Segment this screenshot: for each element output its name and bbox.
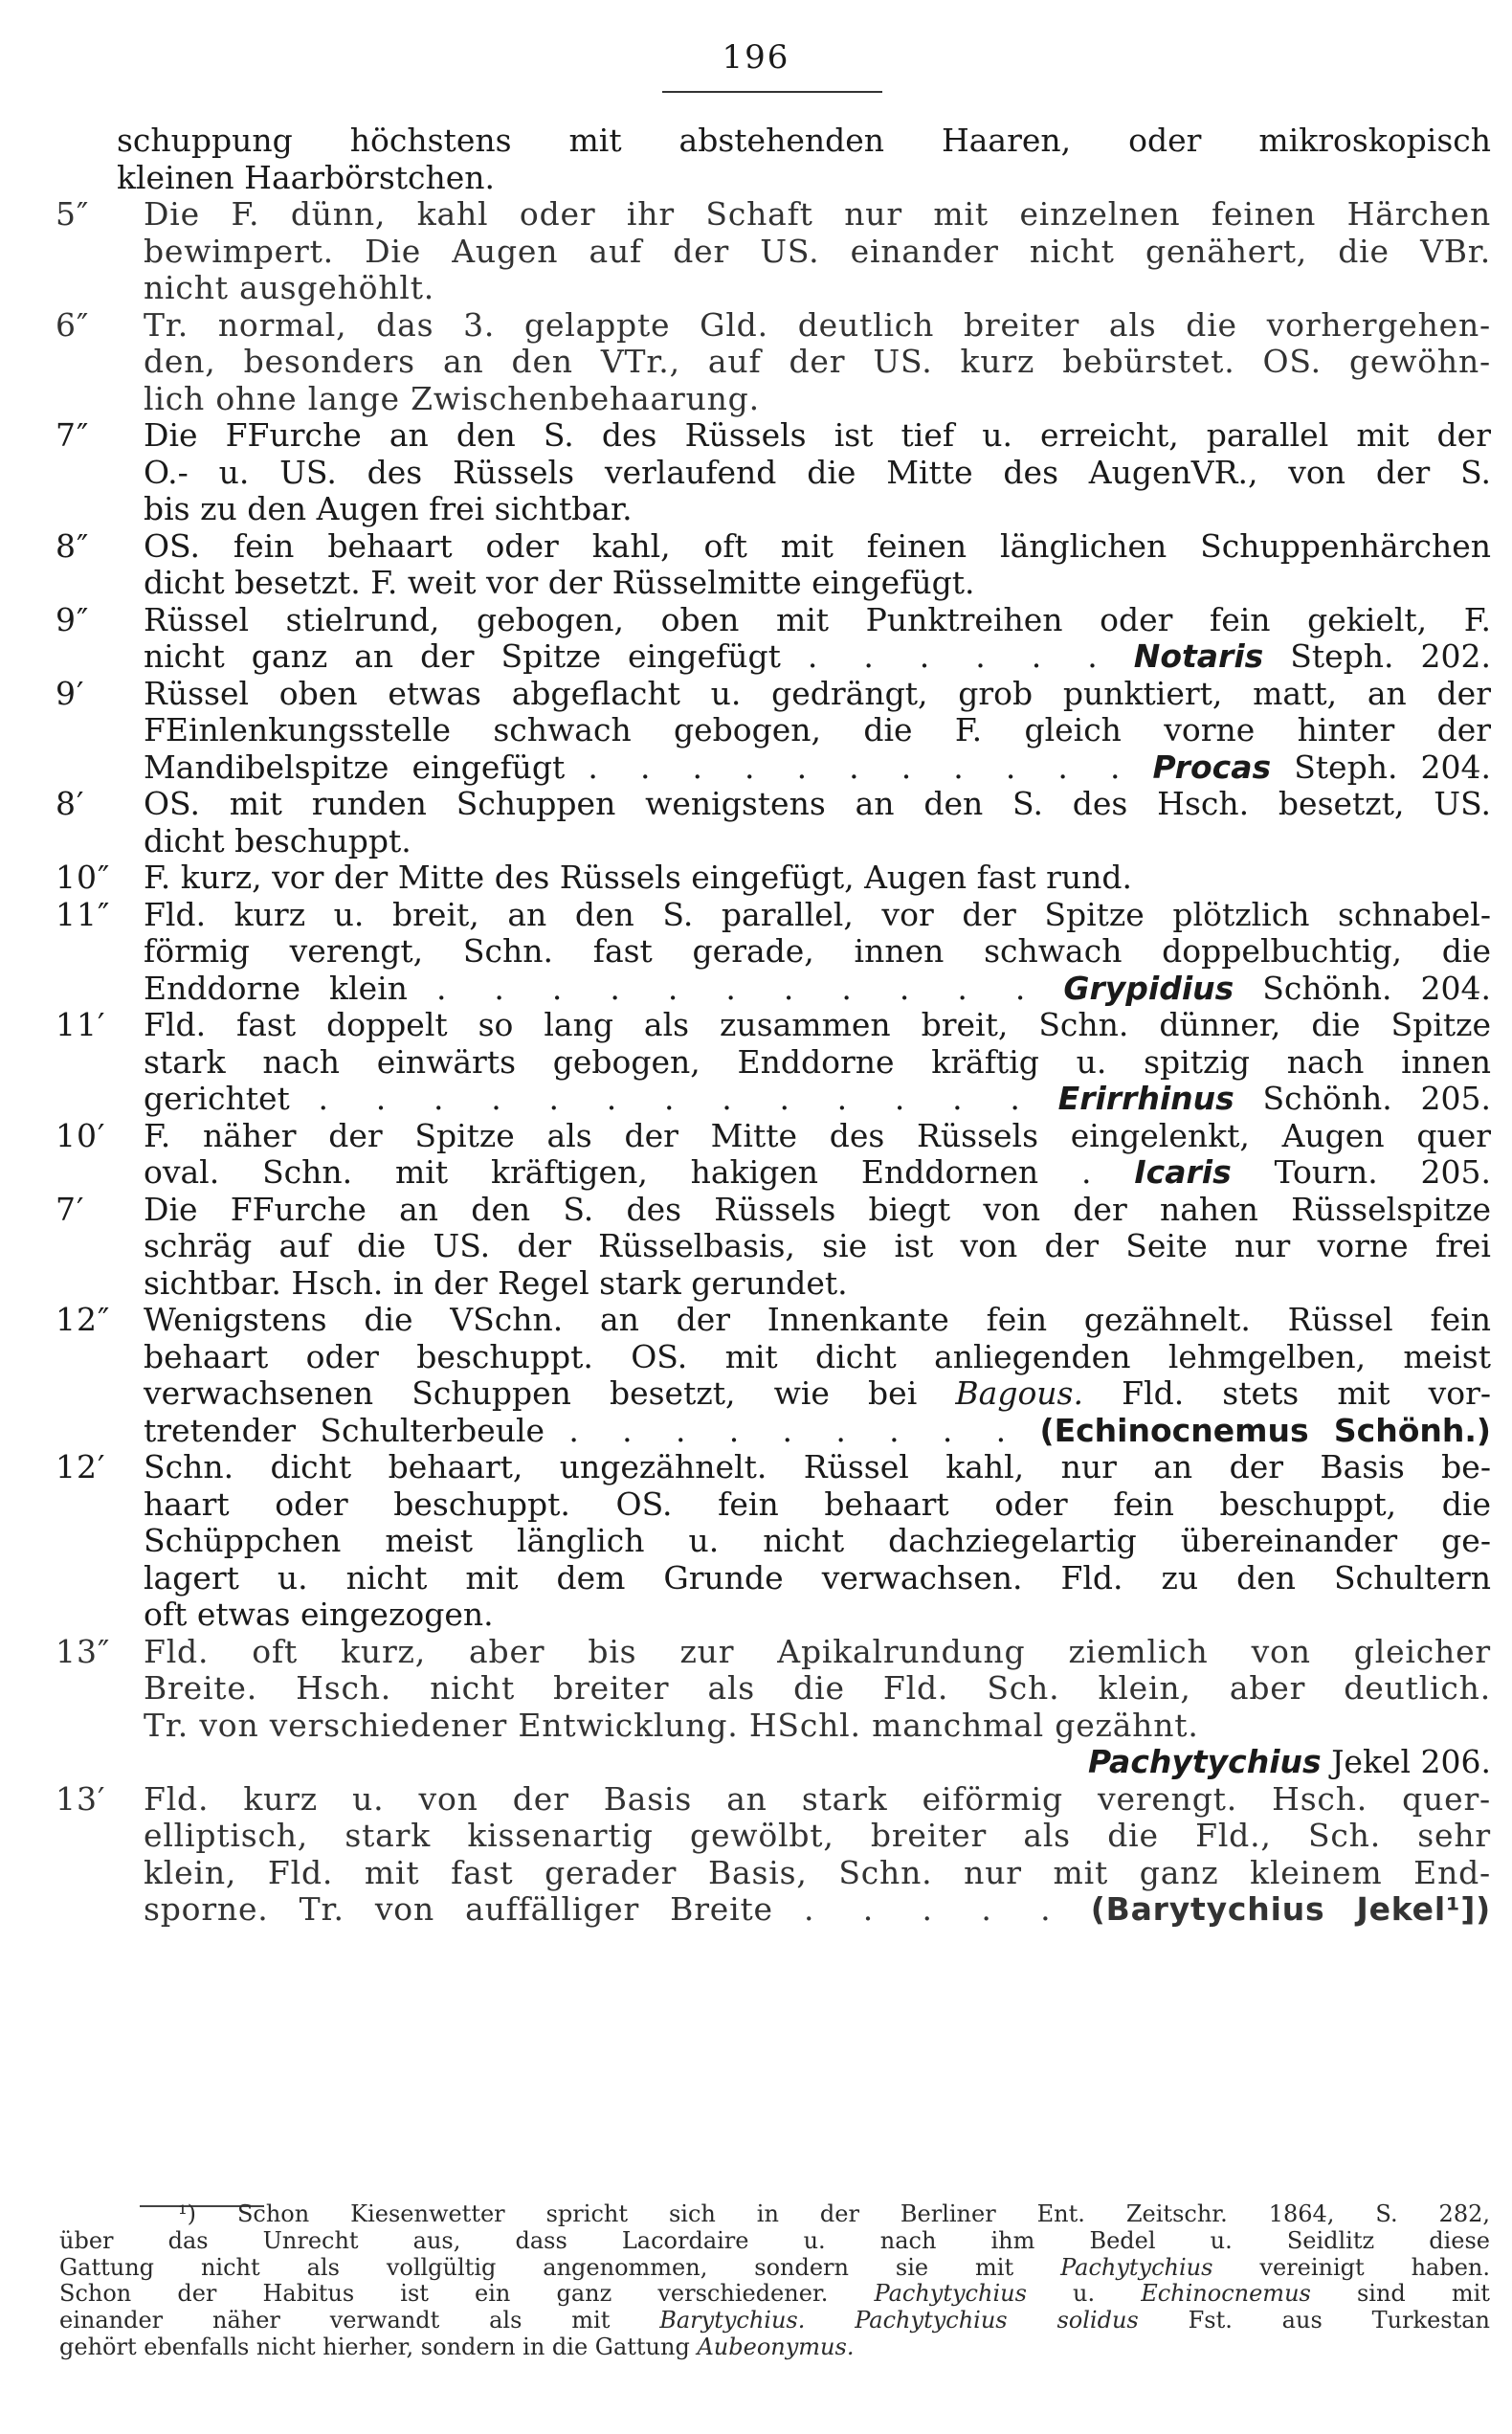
footnote-line: Schon der Habitus ist ein ganz verschiedener. Pachytychius u. Echinocnemus sind mit — [59, 2280, 1490, 2308]
key-entry-13: 13″ Fld. oft kurz, aber bis zur Apikalrundung ziemlich von gleicher — [56, 1632, 1491, 1670]
text-line: Schüppchen meist länglich u. nicht dachziegelartig übereinander ge- — [144, 1522, 1491, 1559]
key-entry-11b: 11′ Fld. fast doppelt so lang als zusammen breit, Schn. dünner, die Spitze — [56, 1006, 1491, 1043]
genus-line: Enddorne klein . . . . . . . . . . . Grypidius Schönh. 204. — [144, 969, 1491, 1007]
genus-icaris: Icaris — [1134, 1153, 1232, 1191]
text-line: Breite. Hsch. nicht breiter als die Fld. Sch. klein, aber deutlich. — [144, 1669, 1491, 1707]
genus-notaris: Notaris — [1133, 637, 1264, 675]
genus-line: nicht ganz an der Spitze eingefügt . . . . . . Notaris Steph. 202. — [144, 637, 1492, 675]
genus-grypidius: Grypidius — [1063, 969, 1234, 1007]
footnotes — [59, 2201, 1490, 2361]
key-entry-8: 8″ OS. fein behaart oder kahl, oft mit feinen länglichen Schuppenhärchen — [56, 526, 1491, 565]
genus-echinocnemus: (Echinocnemus Schönh.) — [1039, 1411, 1492, 1449]
key-text — [56, 123, 1491, 1929]
text-line: haart oder beschuppt. OS. fein behaart oder fein beschuppt, die — [144, 1485, 1491, 1523]
key-entry-11: 11″ Fld. kurz u. breit, an den S. parallel, vor der Spitze plötzlich schnabel- — [56, 895, 1491, 933]
text-line: bis zu den Augen frei sichtbar. — [144, 490, 633, 527]
key-entry-9b: 9′ Rüssel oben etwas abgeflacht u. gedrängt, grob punktiert, matt, an der — [56, 674, 1491, 712]
key-entry-9: 9″ Rüssel stielrund, gebogen, oben mit Punktreihen oder fein gekielt, F. — [56, 600, 1491, 638]
key-entry-12: 12″ Wenigstens die VSchn. an der Innenkante fein gezähnelt. Rüssel fein — [56, 1301, 1491, 1338]
text-line: schräg auf die US. der Rüsselbasis, sie ist von der Seite nur vorne frei — [144, 1227, 1491, 1264]
text-line: nicht ausgehöhlt. — [144, 269, 435, 306]
text-line: stark nach einwärts gebogen, Enddorne kräftig u. spitzig nach innen — [144, 1042, 1491, 1081]
page-number: 196 — [722, 38, 790, 77]
key-entry-7: 7″ Die FFurche an den S. des Rüssels ist tief u. erreicht, parallel mit der — [56, 416, 1491, 454]
key-entry-10b: 10′ F. näher der Spitze als der Mitte des Rüssels eingelenkt, Augen quer — [56, 1116, 1491, 1154]
footnote-line: über das Unrecht aus, dass Lacordaire u. nach ihm Bedel u. Seidlitz diese — [59, 2226, 1490, 2254]
text-line: klein, Fld. mit fast gerader Basis, Schn. nur mit ganz kleinem End- — [144, 1853, 1491, 1891]
text-line: dicht besetzt. F. weit vor der Rüsselmitte eingefügt. — [144, 564, 975, 601]
text-line: elliptisch, stark kissenartig gewölbt, breiter als die Fld., Sch. sehr — [144, 1817, 1491, 1854]
footnote-line: einander näher verwandt als mit Barytychius. Pachytychius solidus Fst. aus Turkestan — [59, 2307, 1491, 2334]
text-line: kleinen Haarbörstchen. — [117, 158, 496, 196]
footnote-line: Gattung nicht als vollgültig angenommen, sondern sie mit Pachytychius vereinigt haben. — [59, 2253, 1490, 2281]
genus-line: sporne. Tr. von auffälliger Breite . . . . . (Barytychius Jekel¹]) — [144, 1890, 1491, 1928]
key-entry-12b: 12′ Schn. dicht behaart, ungezähnelt. Rüssel kahl, nur an der Basis be- — [56, 1448, 1491, 1485]
text-line: behaart oder beschuppt. OS. mit dicht anliegenden lehmgelben, meist — [144, 1337, 1491, 1375]
genus-ref-bagous: Bagous. — [955, 1374, 1083, 1412]
key-entry-5: 5″ Die F. dünn, kahl oder ihr Schaft nur mit einzelnen feinen Härchen — [56, 195, 1491, 233]
key-entry-13b: 13′ Fld. kurz u. von der Basis an stark eiförmig verengt. Hsch. quer- — [56, 1779, 1491, 1818]
text-line: sichtbar. Hsch. in der Regel stark gerundet. — [144, 1263, 848, 1302]
footnote-line: ¹) Schon Kiesenwetter spricht sich in der Berliner Ent. Zeitschr. 1864, S. 282, — [178, 2200, 1490, 2227]
text-line: verwachsenen Schuppen besetzt, wie bei Bagous. Fld. stets mit vor- — [144, 1374, 1492, 1412]
genus-line: Pachytychius Jekel 206. — [1087, 1743, 1491, 1780]
genus-erirrhinus: Erirrhinus — [1057, 1080, 1234, 1117]
footnote-line: gehört ebenfalls nicht hierher, sondern in die Gattung Aubeonymus. — [59, 2333, 855, 2360]
text-line: O.- u. US. des Rüssels verlaufend die Mitte des AugenVR., von der S. — [144, 453, 1491, 491]
text-line: schuppung höchstens mit abstehenden Haaren, oder mikroskopisch — [117, 122, 1491, 159]
genus-pachytychius: Pachytychius — [1087, 1743, 1322, 1780]
genus-line: oval. Schn. mit kräftigen, hakigen Enddornen . Icaris Tourn. 205. — [144, 1153, 1492, 1191]
genus-barytychius: (Barytychius Jekel¹]) — [1090, 1890, 1491, 1928]
text-line: Tr. von verschiedener Entwicklung. HSchl. manchmal gezähnt. — [144, 1706, 1199, 1744]
key-entry-10: 10″ F. kurz, vor der Mitte des Rüssels eingefügt, Augen fast rund. — [56, 859, 1133, 896]
genus-procas: Procas — [1152, 748, 1272, 786]
text-line: FEinlenkungsstelle schwach gebogen, die F. gleich vorne hinter der — [144, 711, 1491, 748]
key-entry-7b: 7′ Die FFurche an den S. des Rüssels biegt von der nahen Rüsselspitze — [56, 1190, 1491, 1228]
text-line: lagert u. nicht mit dem Grunde verwachsen. Fld. zu den Schultern — [144, 1558, 1491, 1597]
genus-line: Mandibelspitze eingefügt . . . . . . . . . . . Procas Steph. 204. — [144, 748, 1491, 786]
text-line: lich ohne lange Zwischenbehaarung. — [144, 379, 760, 417]
genus-line: tretender Schulterbeule . . . . . . . . . (Echinocnemus Schönh.) — [144, 1411, 1492, 1449]
key-entry-8b: 8′ OS. mit runden Schuppen wenigstens an den S. des Hsch. besetzt, US. — [56, 785, 1491, 822]
text-line: den, besonders an den VTr., auf der US. kurz bebürstet. OS. gewöhn- — [144, 343, 1491, 380]
key-entry-6: 6″ Tr. normal, das 3. gelappte Gld. deutlich breiter als die vorhergehen- — [56, 305, 1491, 344]
text-line: dicht beschuppt. — [144, 821, 411, 860]
text-line: förmig verengt, Schn. fast gerade, innen schwach doppelbuchtig, die — [144, 932, 1491, 970]
header-rule — [662, 91, 882, 93]
genus-line: gerichtet . . . . . . . . . . . . . Erirrhinus Schönh. 205. — [144, 1080, 1491, 1117]
text-line: bewimpert. Die Augen auf der US. einander nicht genähert, die VBr. — [144, 232, 1491, 270]
text-line: oft etwas eingezogen. — [144, 1596, 494, 1633]
